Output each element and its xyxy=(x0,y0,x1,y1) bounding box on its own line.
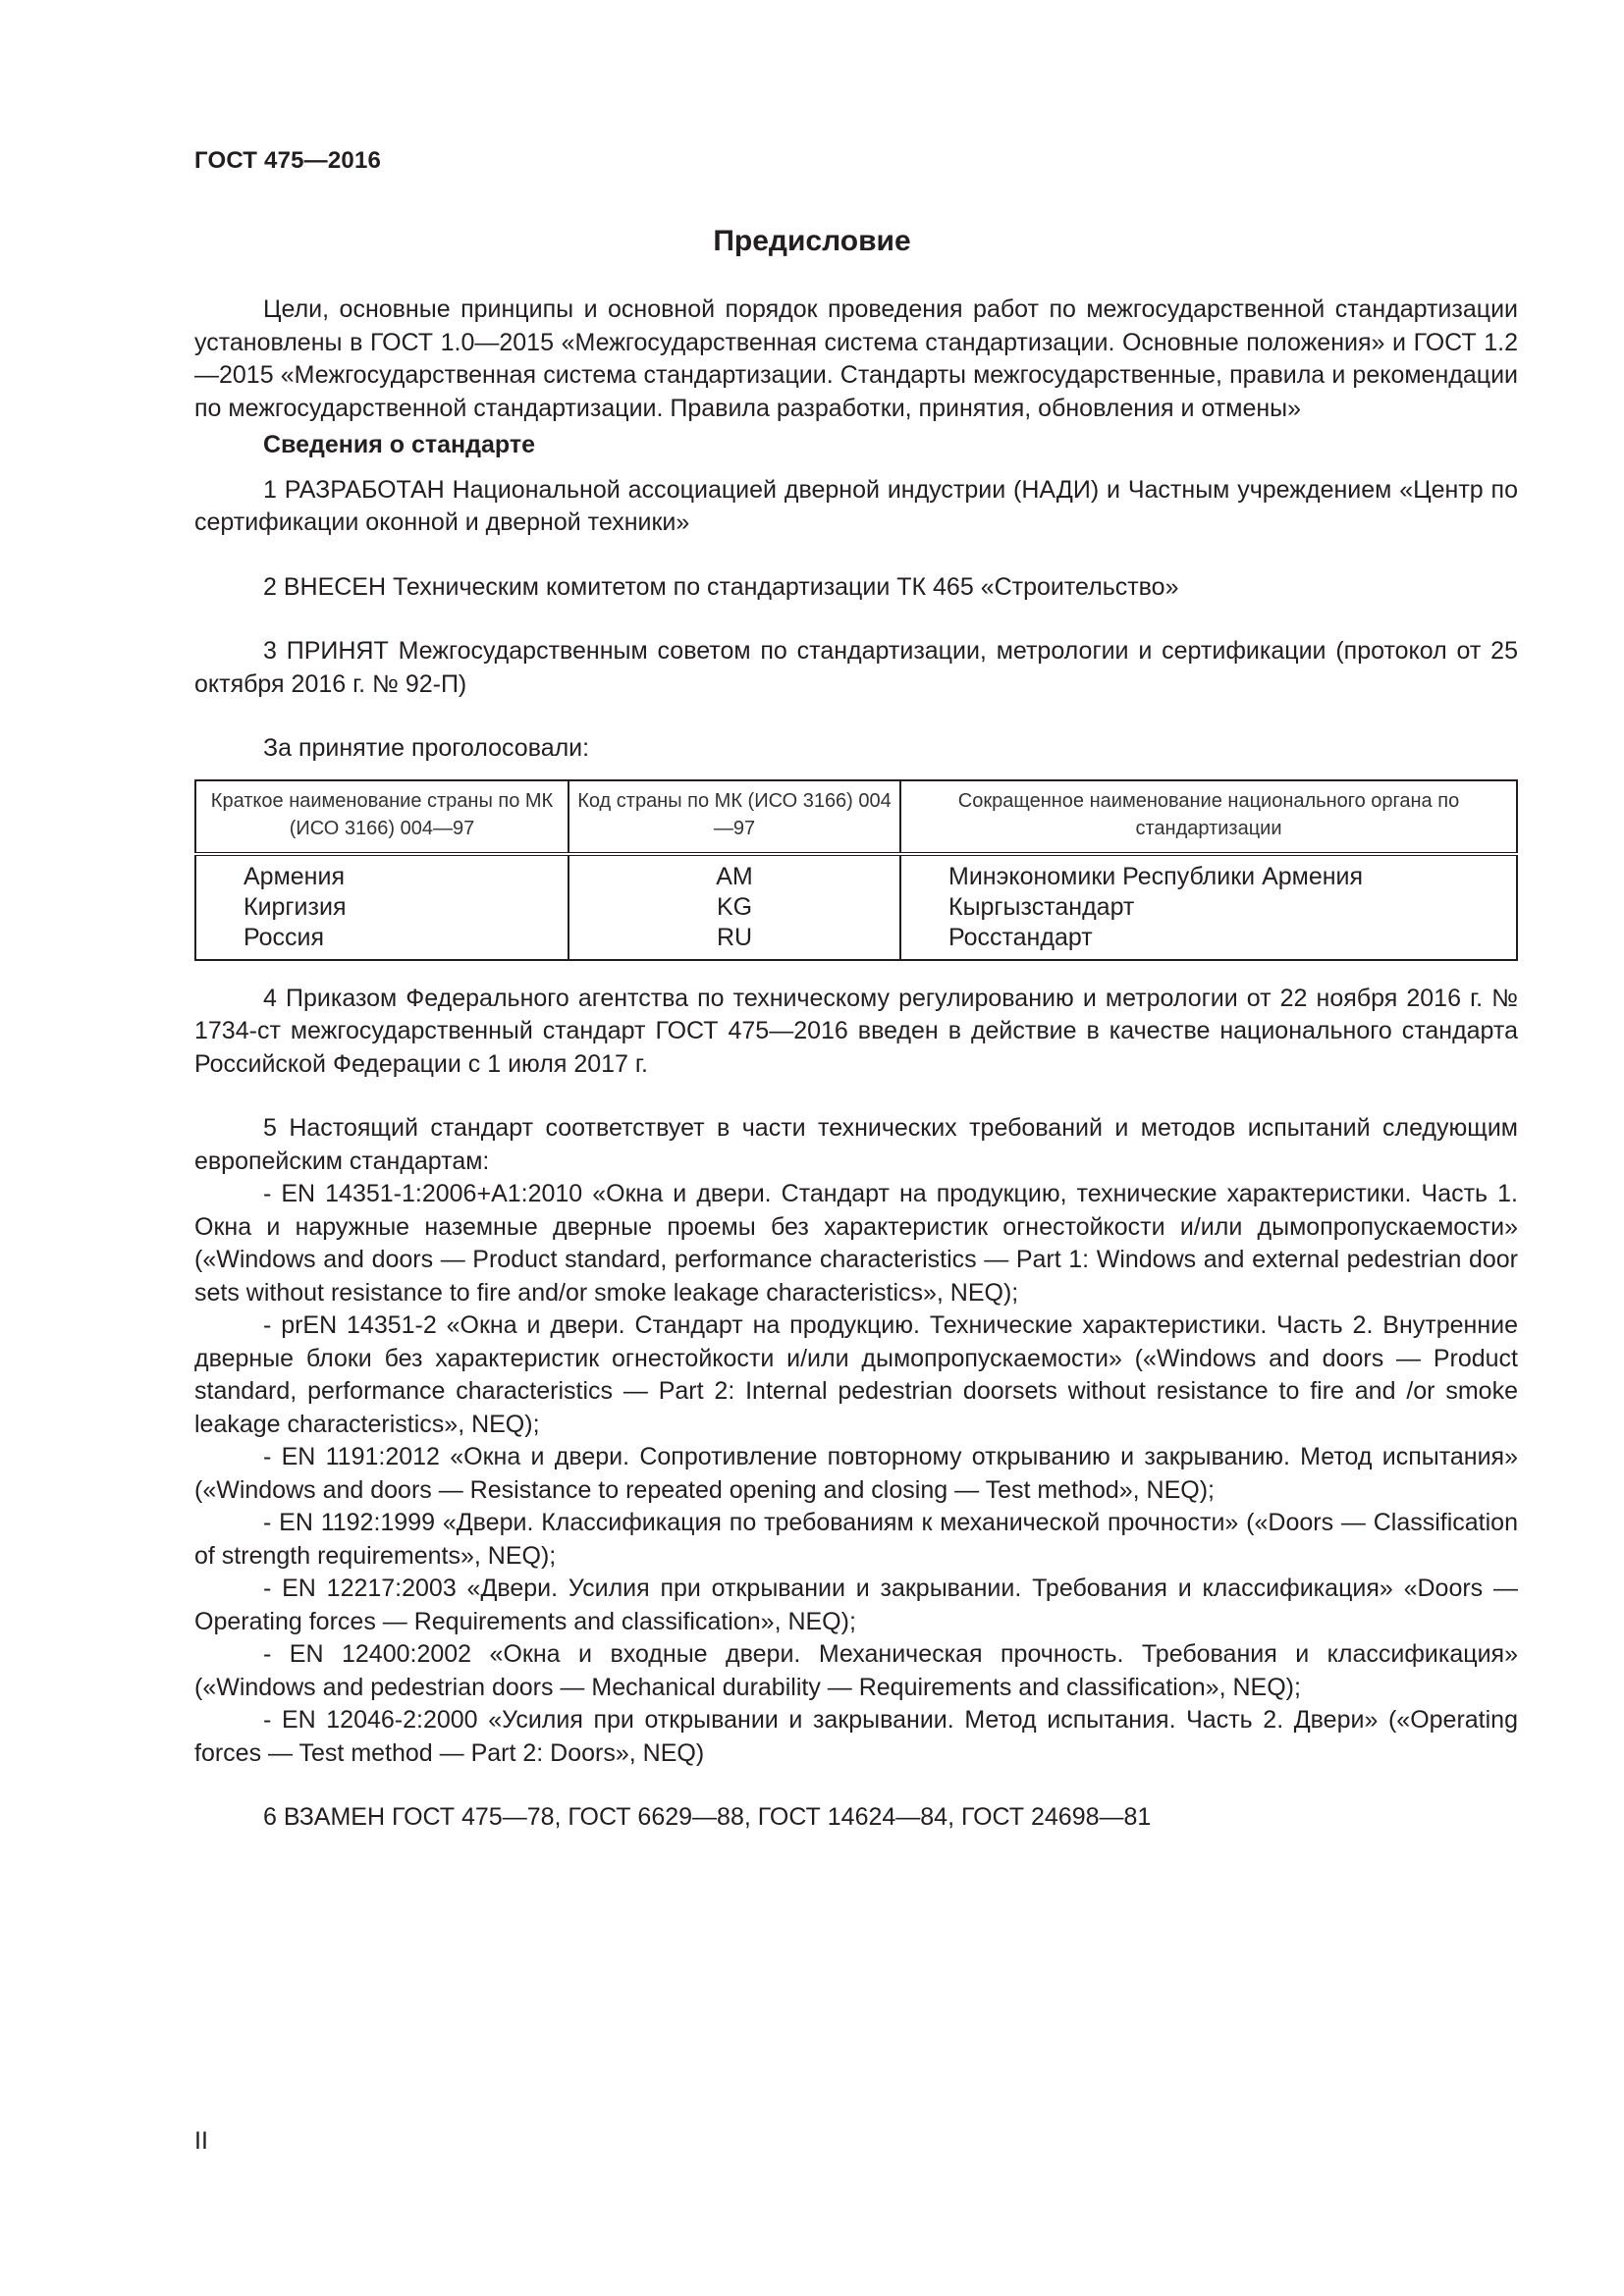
european-standard-item: - prEN 14351-2 «Окна и двери. Стандарт на продукцию. Технические характеристики. Часть 2. Внутренние дверные блоки без характеристик огнестойкости и/или дымопропускаемости» («Windows and doors — Product standard, performance characteristics — Part 2: Internal pedestrian doorsets without resistance to fire and /or smoke leakage characteristics», NEQ); xyxy=(194,1311,1518,1438)
national-bodies-cell xyxy=(900,854,1517,960)
european-standard-item: - EN 14351-1:2006+A1:2010 «Окна и двери. Стандарт на продукцию, технические характеристики. Часть 1. Окна и наружные наземные дверные проемы без характеристик огнестойкости и/или дымопропускаемости» («Windows and doors — Product standard, performance characteristics — Part 1: Windows and external pedestrian door sets without resistance to fire and/or smoke leakage characteristics», NEQ); xyxy=(194,1180,1518,1307)
info-heading: Сведения о стандарте xyxy=(263,431,536,458)
item-conformity: 5 Настоящий стандарт соответствует в части технических требований и методов испытаний следующим европейским стандартам: xyxy=(194,1114,1518,1175)
country-name: Россия xyxy=(244,923,324,951)
country-name: Киргизия xyxy=(244,892,347,921)
item-order: 4 Приказом Федерального агентства по техническому регулированию и метрологии от 22 ноября 2016 г. № 1734-ст межгосударственный стандарт ГОСТ 475—2016 введен в действие в качестве национального стандарта Российской Федерации с 1 июля 2017 г. xyxy=(194,984,1518,1078)
header-national-body: Сокращенное наименование национального органа по стандартизации xyxy=(900,780,1517,854)
voted-label: За принятие проголосовали: xyxy=(263,734,590,762)
voting-table-body xyxy=(195,854,1517,960)
country-name: Армения xyxy=(244,862,345,890)
voting-table-header xyxy=(195,780,1517,854)
country-code: AM xyxy=(716,862,753,890)
national-body: Минэкономики Республики Армения xyxy=(948,862,1364,890)
european-standard-item: - EN 1191:2012 «Окна и двери. Сопротивление повторному открыванию и закрыванию. Метод испытания» («Windows and doors — Resistance to repeated opening and closing — Test method», NEQ); xyxy=(194,1443,1518,1504)
header-country-code: Код страны по МК (ИСО 3166) 004—97 xyxy=(568,780,900,854)
european-standard-item: - EN 12217:2003 «Двери. Усилия при открывании и закрывании. Требования и классификация» «Doors — Operating forces — Requirements and classification», NEQ); xyxy=(194,1575,1518,1635)
voting-table xyxy=(194,779,1518,961)
foreword-body xyxy=(194,294,1518,1835)
page-title: Предисловие xyxy=(713,225,911,257)
intro-paragraph: Цели, основные принципы и основной порядок проведения работ по межгосударственной стандартизации установлены в ГОСТ 1.0—2015 «Межгосударственная система стандартизации. Основные положения» и ГОСТ 1.2—2015 «Межгосударственная система стандартизации. Стандарты межгосударственные, правила и рекомендации по межгосударственной стандартизации. Правила разработки, принятия, обновления и отмены» xyxy=(194,295,1518,422)
header-country-name: Краткое наименование страны по МК (ИСО 3166) 004—97 xyxy=(195,780,568,854)
country-code: RU xyxy=(716,923,753,951)
european-standard-item: - EN 12400:2002 «Окна и входные двери. Механическая прочность. Требования и классификация» («Windows and pedestrian doors — Mechanical durability — Requirements and classification», NEQ); xyxy=(194,1640,1518,1701)
document-code: ГОСТ 475—2016 xyxy=(194,147,382,174)
item-adopted: 3 ПРИНЯТ Межгосударственным советом по стандартизации, метрологии и сертификации (протокол от 25 октября 2016 г. № 92-П) xyxy=(194,637,1518,698)
item-developed: 1 РАЗРАБОТАН Национальной ассоциацией дверной индустрии (НАДИ) и Частным учреждением «Центр по сертификации оконной и дверной техники» xyxy=(194,475,1518,536)
country-codes-cell xyxy=(568,854,900,960)
country-code: KG xyxy=(716,892,753,921)
item-introduced: 2 ВНЕСЕН Техническим комитетом по стандартизации ТК 465 «Строительство» xyxy=(263,572,1179,601)
european-standard-item: - EN 12046-2:2000 «Усилия при открывании и закрывании. Метод испытания. Часть 2. Двери» («Operating forces — Test method — Part 2: Doors», NEQ) xyxy=(194,1706,1518,1767)
european-standard-item: - EN 1192:1999 «Двери. Классификация по требованиям к механической прочности» («Doors — Classification of strength requirements», NEQ); xyxy=(194,1509,1518,1570)
page-number: II xyxy=(194,2127,208,2155)
national-body: Росстандарт xyxy=(948,923,1093,951)
item-replaces: 6 ВЗАМЕН ГОСТ 475—78, ГОСТ 6629—88, ГОСТ 14624—84, ГОСТ 24698—81 xyxy=(263,1803,1152,1831)
country-names-cell xyxy=(195,854,568,960)
national-body: Кыргызстандарт xyxy=(948,892,1135,921)
